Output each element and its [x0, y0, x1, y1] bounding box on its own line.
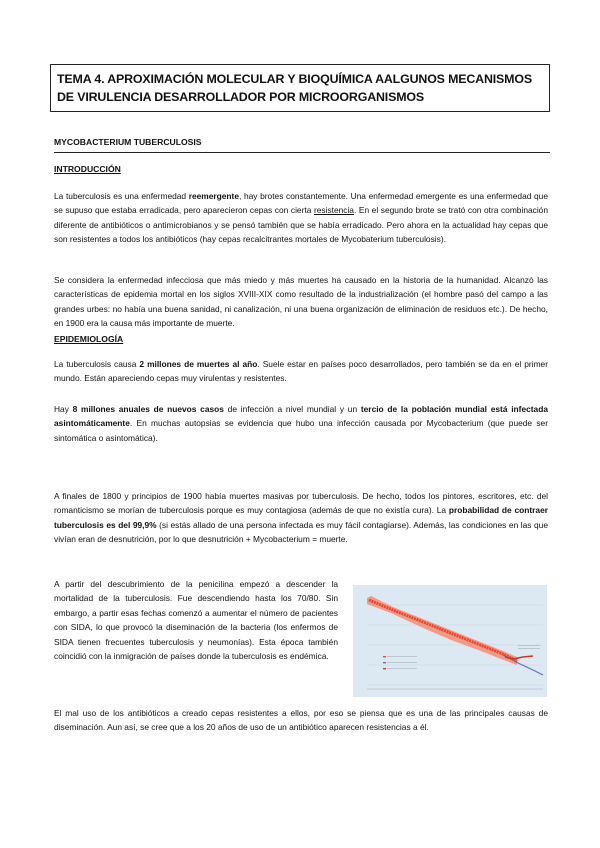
- tuberculosis-mortality-chart-image: [353, 585, 547, 697]
- legend-swatch-3: [383, 668, 386, 669]
- legend-line-1: [387, 656, 417, 657]
- title-box: [50, 64, 550, 112]
- section-heading: MYCOBACTERIUM TUBERCULOSIS: [54, 137, 550, 153]
- document-title: TEMA 4. APROXIMACIÓN MOLECULAR Y BIOQUÍMICA AALGUNOS MECANISMOS DE VIRULENCIA DESARROLLADOR POR MICROORGANISMOS: [57, 72, 532, 104]
- epi-paragraph-3: A finales de 1800 y principios de 1900 había muertes masivas por tuberculosis. De hecho, todos los pintores, escritores, etc. del romanticismo se morían de tuberculosis porque es muy contagiosa (además de que no existía cura). La probabilidad de contraer tuberculosis es del 99,9% (si estás allado de una persona infectada es muy fácil contagiarse). Además, las condiciones en las que vivían eran de desnutrición, por lo que desnutrición + Mycobacterium = muerte.: [54, 491, 548, 545]
- legend-swatch-1: [383, 656, 386, 657]
- legend-line-2: [387, 662, 417, 663]
- epi-paragraph-4: A partir del descubrimiento de la penicilina empezó a descender la mortalidad de la tuberculosis. Fue descendiendo hasta los 70/80. Sin embargo, a partir esas fechas comenzó a aumentar el número de pacientes con SIDA, lo que provocó la diseminación de la bacteria (los enfermos de SIDA tienen frecuentes tuberculosis y neumonías). Esta época también coincidió con la inmigración de países donde la tuberculosis es endémica.: [54, 579, 338, 662]
- intro-heading: INTRODUCCIÓN: [54, 164, 121, 174]
- epi-paragraph-1: La tuberculosis causa 2 millones de muertes al año. Suele estar en países poco desarrollados, pero también se da en el primer mundo. Están apareciendo cepas muy virulentas y resistentes.: [54, 359, 548, 384]
- annotation-line-1: [518, 645, 540, 646]
- intro-paragraph-2: Se considera la enfermedad infecciosa que más miedo y más muertes ha causado en la historia de la humanidad. Alcanzó las características de epidemia mortal en los siglos XVIII-XIX como resultado de la industrialización (el hombre pasó del campo a las grandes urbes: no había una buena sanidad, ni canalización, ni una buena organización de eliminación de residuos etc.). De hecho, en 1900 era la causa más importante de muerte.: [54, 275, 548, 329]
- epidemiology-heading: EPIDEMIOLOGÍA: [54, 334, 124, 344]
- annotation-line-2: [518, 648, 540, 649]
- legend-line-3: [387, 668, 417, 669]
- legend-swatch-2: [383, 662, 386, 663]
- epi-paragraph-2: Hay 8 millones anuales de nuevos casos de infección a nivel mundial y un tercio de la población mundial está infectada asintomáticamente. En muchas autopsias se evidencia que hubo una infección causada por Mycobacterium (que puede ser sintomática o asintomática).: [54, 404, 548, 443]
- intro-paragraph-1: La tuberculosis es una enfermedad reemergente, hay brotes constantemente. Una enfermedad emergente es una enfermedad que se supuso que estaba erradicada, pero aparecieron cepas con cierta resistencia. En el segundo brote se trató con otra combinación diferente de antibióticos o antimicrobianos y se pensó también que se había erradicado. Pero ahora en la actualidad hay cepas que son resistentes a todos los antibióticos (hay cepas recalcitrantes mortales de Mycobaterium tuberculosis).: [54, 191, 549, 245]
- epi-paragraph-5: El mal uso de los antibióticos a creado cepas resistentes a ellos, por eso se piensa que es una de las principales causas de diseminación. Aun así, se cree que a los 20 años de uso de un antibiótico aparecen resistencias a él.: [54, 708, 548, 733]
